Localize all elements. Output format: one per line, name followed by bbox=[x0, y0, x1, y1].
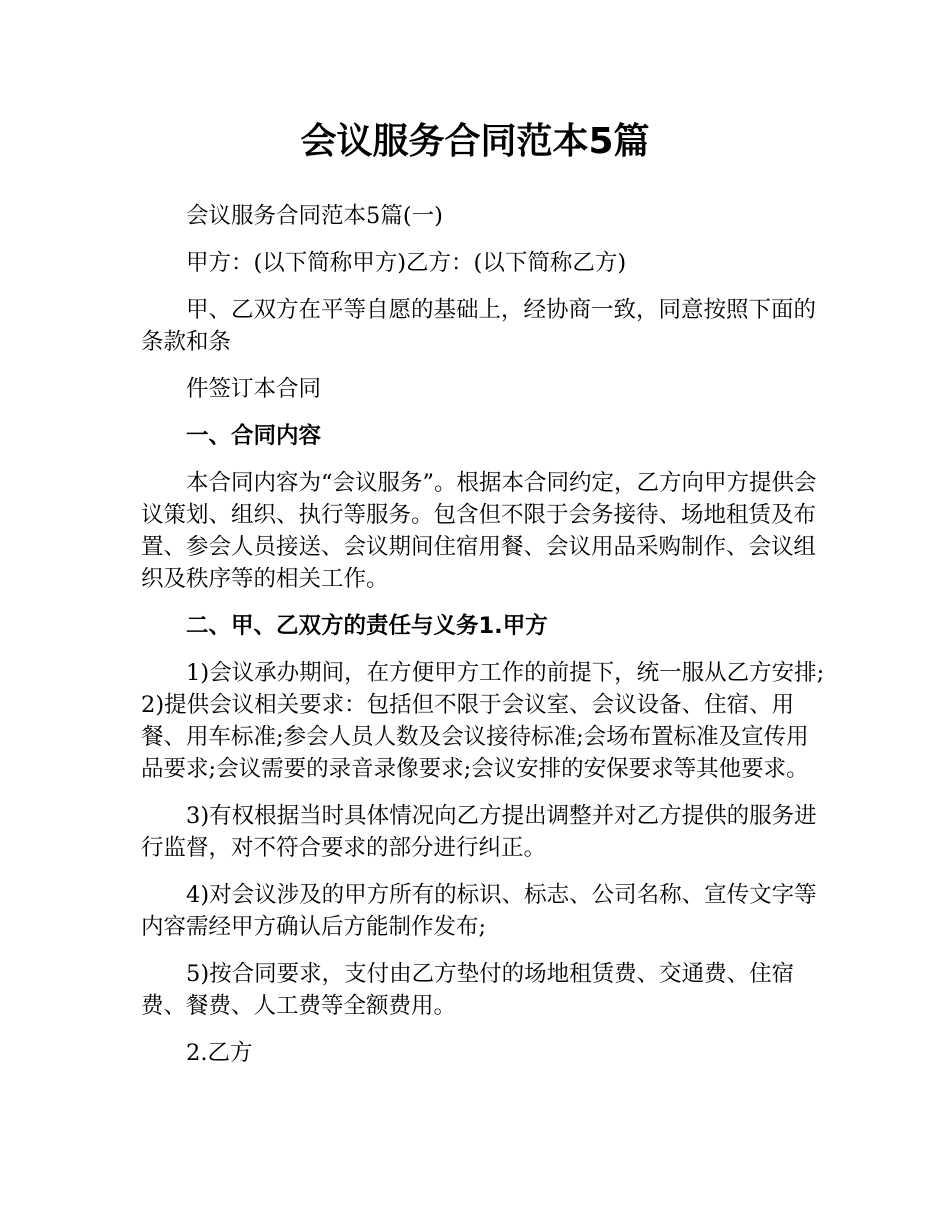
paragraph-party-a-items-1-2: 1)会议承办期间，在方便甲方工作的前提下，统一服从乙方安排;2)提供会议相关要求：包括但不限于会议室、会议设备、住宿、用餐、用车标准;参会人员人数及会议接待标准;会场布置标准及宣传用品要求;会议需要的录音录像要求;会议安排的安保要求等其他要求。 bbox=[141, 660, 825, 782]
section-heading-contract-content: 一、合同内容 bbox=[186, 423, 322, 449]
paragraph-agreement: 甲、乙双方在平等自愿的基础上，经协商一致，同意按照下面的条款和条 bbox=[141, 297, 817, 355]
paragraph-party-a-item-5: 5)按合同要求，支付由乙方垫付的场地租赁费、交通费、住宿费、餐费、人工费等全额费用。 bbox=[141, 961, 795, 1019]
paragraph-party-a-item-4: 4)对会议涉及的甲方所有的标识、标志、公司名称、宣传文字等内容需经甲方确认后方能制作发布; bbox=[141, 882, 817, 940]
section-heading-responsibilities: 二、甲、乙双方的责任与义务1.甲方 bbox=[186, 613, 548, 639]
paragraph-parties: 甲方：(以下简称甲方)乙方：(以下简称乙方) bbox=[186, 250, 627, 276]
document-body bbox=[141, 200, 831, 1084]
paragraph-sign: 件签订本合同 bbox=[186, 376, 322, 402]
paragraph-party-b-heading: 2.乙方 bbox=[186, 1040, 253, 1066]
paragraph-contract-content: 本合同内容为“会议服务”。根据本合同约定，乙方向甲方提供会议策划、组织、执行等服务。包含但不限于会务接待、场地租赁及布置、参会人员接送、会议期间住宿用餐、会议用品采购制作、会议组织及秩序等的相关工作。 bbox=[141, 470, 817, 592]
paragraph-subtitle: 会议服务合同范本5篇(一) bbox=[186, 203, 443, 229]
paragraph-party-a-item-3: 3)有权根据当时具体情况向乙方提出调整并对乙方提供的服务进行监督，对不符合要求的部分进行纠正。 bbox=[141, 803, 817, 861]
document-title: 会议服务合同范本5篇 bbox=[300, 121, 650, 162]
